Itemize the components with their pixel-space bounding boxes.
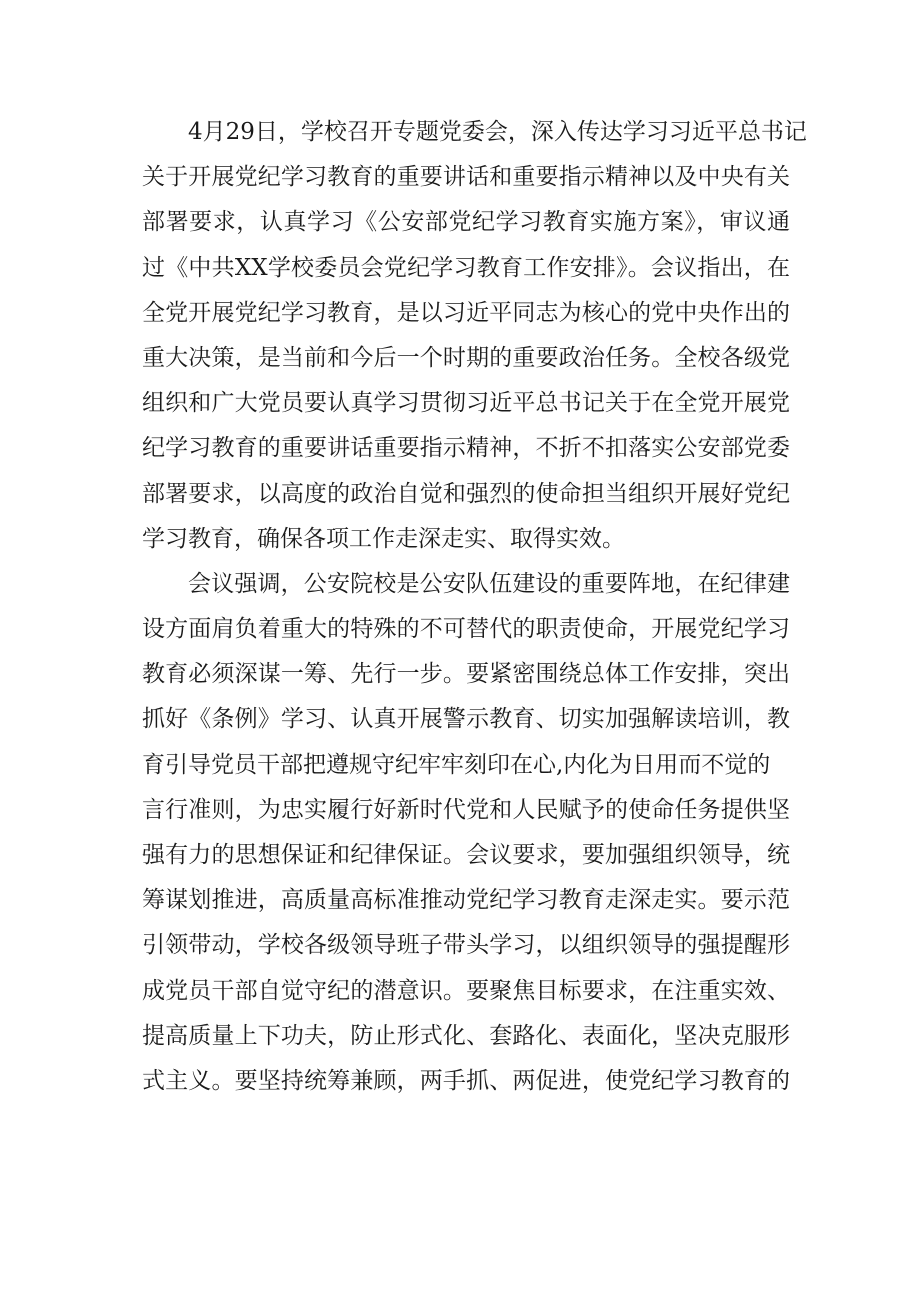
text-line: 部署要求，认真学习《公安部党纪学习教育实施方案》，审议通 bbox=[142, 209, 790, 236]
document-body bbox=[142, 110, 807, 1104]
text-line: 提高质量上下功夫，防止形式化、套路化、表面化，坚决克服形 bbox=[142, 1022, 790, 1049]
text-line: 重大决策，是当前和今后一个时期的重要政治任务。全校各级党 bbox=[142, 344, 790, 371]
text-line: 纪学习教育的重要讲话重要指示精神，不折不扣落实公安部党委 bbox=[142, 435, 790, 462]
text-line: 抓好《条例》学习、认真开展警示教育、切实加强解读培训，教 bbox=[142, 706, 790, 733]
text-line: 筹谋划推进，高质量高标准推动党纪学习教育走深走实。要示范 bbox=[142, 887, 790, 914]
text-line: 4月29日，学校召开专题党委会，深入传达学习习近平总书记 bbox=[188, 119, 807, 145]
text-line: 育引导党员干部把遵规守纪牢牢刻印在心,内化为日用而不觉的 bbox=[142, 751, 771, 778]
text-line: 学习教育，确保各项工作走深走实、取得实效。 bbox=[142, 525, 625, 552]
text-line: 部署要求，以高度的政治自觉和强烈的使命担当组织开展好党纪 bbox=[142, 480, 790, 507]
text-line: 会议强调，公安院校是公安队伍建设的重要阵地，在纪律建 bbox=[188, 570, 790, 597]
text-line: 全党开展党纪学习教育，是以习近平同志为核心的党中央作出的 bbox=[142, 299, 790, 326]
text-line: 过《中共XX学校委员会党纪学习教育工作安排》。会议指出，在 bbox=[142, 254, 790, 281]
text-line: 言行准则，为忠实履行好新时代党和人民赋予的使命任务提供坚 bbox=[142, 796, 790, 823]
paragraph-2 bbox=[142, 562, 790, 1104]
text-line: 设方面肩负着重大的特殊的不可替代的职责使命，开展党纪学习 bbox=[142, 616, 790, 643]
text-line: 成党员干部自觉守纪的潜意识。要聚焦目标要求，在注重实效、 bbox=[142, 977, 790, 1004]
text-line: 引领带动，学校各级领导班子带头学习，以组织领导的强提醒形 bbox=[142, 932, 790, 959]
text-line: 组织和广大党员要认真学习贯彻习近平总书记关于在全党开展党 bbox=[142, 390, 790, 417]
paragraph-1 bbox=[142, 110, 807, 562]
text-line: 教育必须深谋一筹、先行一步。要紧密围绕总体工作安排，突出 bbox=[142, 661, 790, 688]
text-line: 关于开展党纪学习教育的重要讲话和重要指示精神以及中央有关 bbox=[142, 164, 790, 191]
text-line: 强有力的思想保证和纪律保证。会议要求，要加强组织领导，统 bbox=[142, 842, 790, 868]
text-line: 式主义。要坚持统筹兼顾，两手抓、两促进，使党纪学习教育的 bbox=[142, 1067, 790, 1094]
